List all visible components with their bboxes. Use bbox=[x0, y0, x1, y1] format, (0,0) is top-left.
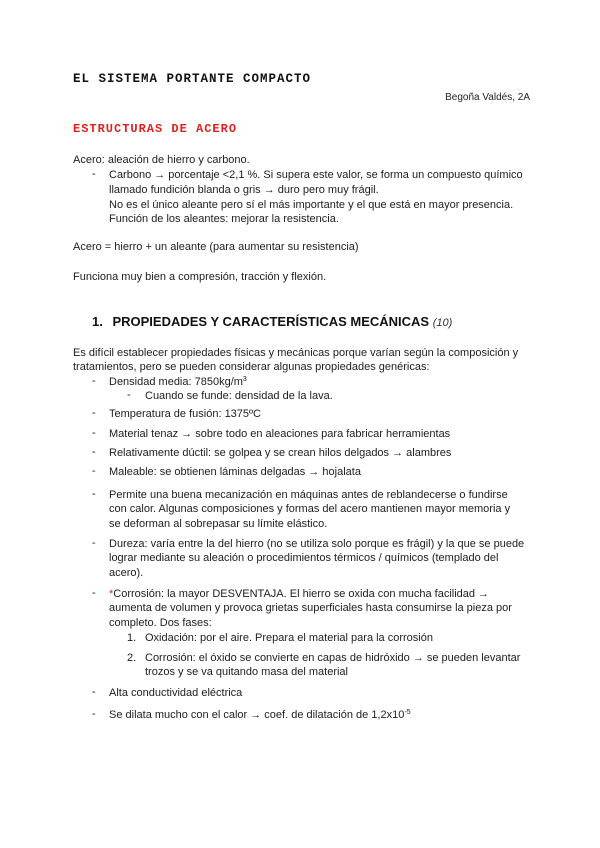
density-text: Densidad media: 7850kg/m bbox=[109, 376, 243, 388]
corrosion-line-1 bbox=[109, 587, 489, 602]
phase-1-number: 1. bbox=[127, 632, 137, 644]
dureza-line-2: lograr mediante su aleación o procedimientos térmicos / químicos (templado del bbox=[109, 552, 499, 564]
list-bullet: - bbox=[92, 537, 96, 549]
section-1-number: 1. bbox=[92, 314, 103, 329]
dilatacion-text: Se dilata mucho con el calor → coef. de dilatación de 1,2x10 bbox=[109, 709, 405, 721]
dureza-line-3: acero). bbox=[109, 567, 144, 579]
carbon-line-1: Carbono → porcentaje <2,1 %. Si supera este valor, se forma un compuesto químico bbox=[109, 169, 523, 181]
list-bullet: - bbox=[92, 446, 96, 458]
list-bullet: - bbox=[92, 427, 96, 439]
tenaz-item: Material tenaz → sobre todo en aleaciones para fabricar herramientas bbox=[109, 428, 451, 440]
density-item bbox=[109, 375, 247, 390]
section-intro-line-1: Es difícil establecer propiedades físicas y mecánicas porque varían según la composición y bbox=[73, 347, 519, 359]
formula-line: Acero = hierro + un aleante (para aumentar su resistencia) bbox=[73, 241, 359, 253]
mecanizacion-line-3: se deforman al sobrepasar su límite elástico. bbox=[109, 518, 328, 530]
list-bullet: - bbox=[92, 686, 96, 698]
fusion-item: Temperatura de fusión: 1375ºC bbox=[109, 408, 261, 420]
carbon-line-3: No es el único aleante pero sí el más importante y el que está en mayor presencia. bbox=[109, 199, 514, 211]
list-bullet: - bbox=[92, 587, 96, 599]
function-line: Funciona muy bien a compresión, tracción y flexión. bbox=[73, 271, 327, 283]
list-bullet: - bbox=[127, 389, 131, 401]
list-bullet: - bbox=[92, 168, 96, 180]
section-intro-line-2: tratamientos, pero se pueden considerar algunas propiedades genéricas: bbox=[73, 361, 430, 373]
document-title: EL SISTEMA PORTANTE COMPACTO bbox=[73, 72, 312, 86]
phase-2-number: 2. bbox=[127, 652, 137, 664]
phase-2-line-1: Corrosión: el óxido se convierte en capas de hidróxido → se pueden levantar bbox=[145, 652, 521, 664]
density-subitem: Cuando se funde: densidad de la lava. bbox=[145, 390, 333, 402]
list-bullet: - bbox=[92, 708, 96, 720]
dilatacion-exponent: -5 bbox=[404, 709, 411, 716]
corrosion-line-3: completo. Dos fases: bbox=[109, 617, 212, 629]
author-line: Begoña Valdés, 2A bbox=[445, 92, 530, 103]
carbon-line-4: Función de los aleantes: mejorar la resistencia. bbox=[109, 213, 339, 225]
list-bullet: - bbox=[92, 488, 96, 500]
maleable-item: Maleable: se obtienen láminas delgadas → hojalata bbox=[109, 466, 361, 478]
carbon-line-2: llamado fundición blanda o gris → duro pero muy frágil. bbox=[109, 184, 379, 196]
mecanizacion-line-2: con calor. Algunas composiciones y formas del acero mantienen mayor memoria y bbox=[109, 503, 511, 515]
list-bullet: - bbox=[92, 407, 96, 419]
corrosion-text: Corrosión: la mayor DESVENTAJA. El hierro se oxida con mucha facilidad → bbox=[113, 588, 490, 600]
asterisk-mark: * bbox=[109, 588, 114, 600]
list-bullet: - bbox=[92, 375, 96, 387]
mecanizacion-line-1: Permite una buena mecanización en máquinas antes de reblandecerse o fundirse bbox=[109, 489, 508, 501]
ductil-item: Relativamente dúctil: se golpea y se crean hilos delgados → alambres bbox=[109, 447, 452, 459]
section-1-ref: (10) bbox=[432, 317, 453, 329]
conductividad-item: Alta conductividad eléctrica bbox=[109, 687, 243, 699]
phase-1-text: Oxidación: por el aire. Prepara el material para la corrosión bbox=[145, 632, 433, 644]
density-exponent: 3 bbox=[242, 376, 247, 383]
corrosion-line-2: aumenta de volumen y provoca grietas superficiales hasta consumirse la pieza por bbox=[109, 602, 512, 614]
phase-2-line-2: trozos y se va quitando masa del material bbox=[145, 666, 348, 678]
dureza-line-1: Dureza: varía entre la del hierro (no se utiliza solo porque es frágil) y la que se puede bbox=[109, 538, 525, 550]
section-heading: ESTRUCTURAS DE ACERO bbox=[73, 122, 238, 136]
list-bullet: - bbox=[92, 465, 96, 477]
dilatacion-item bbox=[109, 708, 411, 723]
section-1-heading bbox=[92, 314, 452, 329]
intro-line: Acero: aleación de hierro y carbono. bbox=[73, 154, 250, 166]
section-1-title: PROPIEDADES Y CARACTERÍSTICAS MECÁNICAS bbox=[112, 314, 430, 329]
